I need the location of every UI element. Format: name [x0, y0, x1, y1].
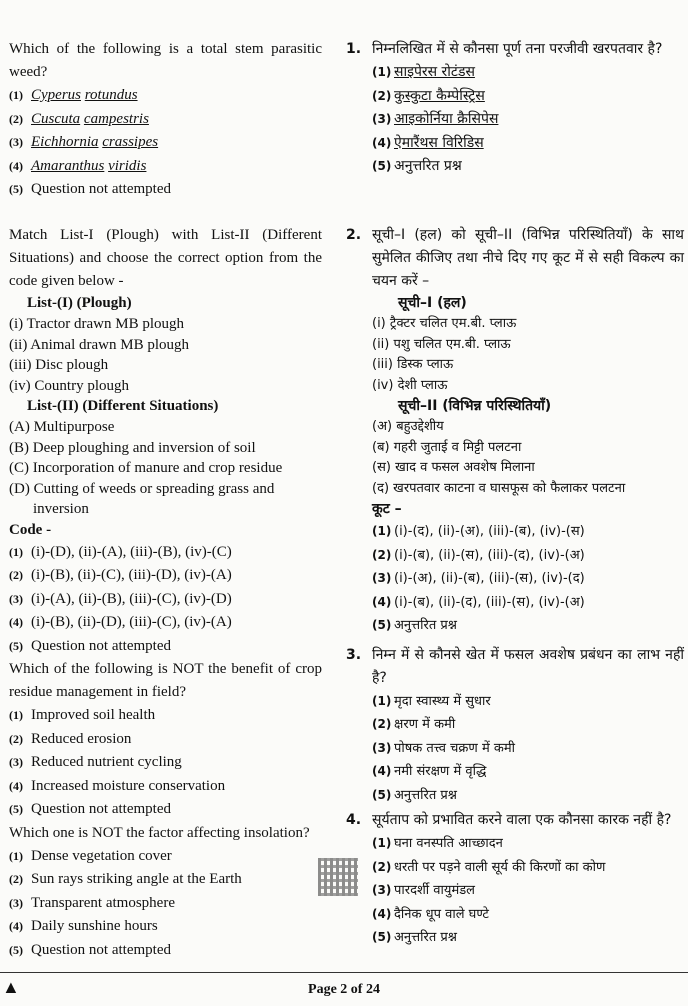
- question-4-hi: [346, 809, 684, 950]
- option-4[interactable]: (4) ऐमारैंथस विरिडिस: [372, 134, 484, 151]
- question-1-hi: [346, 38, 684, 214]
- option-4[interactable]: (4) (i)-(B), (ii)-(D), (iii)-(C), (iv)-(A): [9, 614, 232, 630]
- list2-item: (C) Incorporation of manure and crop residue: [9, 460, 283, 476]
- option-2[interactable]: (2) Reduced erosion: [9, 730, 132, 747]
- list2-item: (द) खरपतवार काटना व घासफूस को फैलाकर पलटना: [372, 480, 626, 496]
- option-4[interactable]: (4) Increased moisture conservation: [9, 777, 226, 794]
- question-stem: सूर्यताप को प्रभावित करने वाला एक कौनसा कारक नहीं है?: [372, 812, 672, 828]
- page-number: Page 2 of 24: [308, 982, 380, 997]
- option-2[interactable]: (2) क्षरण में कमी: [372, 717, 456, 732]
- question-number: 2.: [346, 227, 362, 243]
- list2-item: (A) Multipurpose: [9, 419, 115, 435]
- list2-item: (B) Deep ploughing and inversion of soil: [9, 439, 256, 456]
- list1-item: (iv) देशी प्लाऊ: [372, 377, 448, 393]
- option-4[interactable]: (4) (i)-(ब), (ii)-(द), (iii)-(स), (iv)-(अ): [372, 594, 585, 610]
- question-2-en: [9, 224, 322, 658]
- question-number: 1.: [346, 41, 362, 57]
- option-5[interactable]: (5) अनुत्तरित प्रश्न: [372, 787, 457, 803]
- footer-divider: [0, 972, 688, 973]
- option-4[interactable]: (4) Daily sunshine hours: [9, 918, 158, 934]
- option-1[interactable]: (1) साइपेरस रोटंडस: [372, 64, 475, 80]
- list2-item: (अ) बहुउद्देशीय: [372, 419, 444, 434]
- option-5[interactable]: (5) Question not attempted: [9, 181, 171, 197]
- option-5[interactable]: (5) Question not attempted: [9, 941, 171, 958]
- question-1-en: [9, 38, 322, 224]
- option-5[interactable]: (5) अनुत्तरित प्रश्न: [372, 618, 457, 633]
- option-4[interactable]: (4) नमी संरक्षण में वृद्धि: [372, 764, 487, 779]
- question-stem: Which of the following is NOT the benefit of crop residue management in field?: [9, 661, 322, 700]
- question-3-en: [9, 658, 322, 822]
- list1-item: (ii) पशु चलित एम.बी. प्लाऊ: [372, 336, 511, 352]
- option-2[interactable]: (2) (i)-(B), (ii)-(C), (iii)-(D), (iv)-(A): [9, 567, 232, 583]
- list2-heading: सूची–II (विभिन्न परिस्थितियाँ): [398, 398, 552, 414]
- code-heading: Code -: [9, 521, 52, 538]
- list1-item: (ii) Animal drawn MB plough: [9, 336, 189, 353]
- question-stem: निम्न में से कौनसे खेत में फसल अवशेष प्रबंधन का लाभ नहीं है?: [372, 646, 684, 686]
- option-1[interactable]: (1) घना वनस्पति आच्छादन: [372, 836, 503, 851]
- option-3[interactable]: (3) पोषक तत्त्व चक्रण में कमी: [372, 740, 515, 756]
- question-3-hi: [346, 644, 684, 808]
- option-1[interactable]: (1) (i)-(D), (ii)-(A), (iii)-(B), (iv)-(C): [9, 543, 232, 560]
- question-2-hi: [346, 224, 684, 638]
- hindi-column: [346, 38, 684, 950]
- list2-item: (ब) गहरी जुताई व मिट्टी पलटना: [372, 439, 522, 455]
- option-5[interactable]: (5) Question not attempted: [9, 801, 171, 817]
- logo-icon: ▲: [2, 977, 20, 997]
- question-number: 3.: [346, 646, 362, 663]
- list1-item: (iv) Country plough: [9, 377, 129, 394]
- option-5[interactable]: (5) Question not attempted: [9, 637, 171, 654]
- question-stem: Which of the following is a total stem parasitic weed?: [9, 41, 322, 80]
- option-3[interactable]: (3) आइकोर्निया क्रैसिपेस: [372, 111, 499, 127]
- option-1[interactable]: (1) Improved soil health: [9, 707, 156, 723]
- option-2[interactable]: (2) धरती पर पड़ने वाली सूर्य की किरणों का कोण: [372, 859, 606, 875]
- question-stem: सूची–I (हल) को सूची–II (विभिन्न परिस्थितियाँ) के साथ सुमेलित कीजिए तथा नीचे दिए गए कूट में से सही विकल्प का चयन करें –: [372, 227, 684, 289]
- list1-item: (iii) डिस्क प्लाऊ: [372, 357, 454, 372]
- option-1[interactable]: (1) मृदा स्वास्थ्य में सुधार: [372, 693, 491, 709]
- option-5[interactable]: (5) अनुत्तरित प्रश्न: [372, 930, 457, 945]
- option-1[interactable]: (1) Cyperus rotundus: [9, 87, 138, 103]
- question-4-en: [9, 822, 322, 963]
- option-3[interactable]: (3) Eichhornia crassipes: [9, 134, 159, 150]
- option-3[interactable]: (3) (i)-(अ), (ii)-(ब), (iii)-(स), (iv)-(द): [372, 571, 585, 586]
- option-5[interactable]: (5) अनुत्तरित प्रश्न: [372, 158, 462, 174]
- option-2[interactable]: (2) कुस्कुटा कैम्पेस्ट्रिस: [372, 87, 485, 104]
- option-2[interactable]: (2) Sun rays striking angle at the Earth: [9, 871, 242, 887]
- question-stem: Which one is NOT the factor affecting insolation?: [9, 824, 310, 841]
- list2-item: (D) Cutting of weeds or spreading grass and inversion: [9, 480, 275, 517]
- option-2[interactable]: (2) (i)-(ब), (ii)-(स), (iii)-(द), (iv)-(अ): [372, 547, 585, 563]
- option-3[interactable]: (3) पारदर्शी वायुमंडल: [372, 883, 475, 898]
- english-column: [9, 38, 322, 962]
- question-stem: निम्नलिखित में से कौनसा पूर्ण तना परजीवी खरपतवार है?: [372, 41, 663, 57]
- list1-heading: सूची–I (हल): [398, 295, 467, 311]
- list2-item: (स) खाद व फसल अवशेष मिलाना: [372, 460, 535, 475]
- question-number: 4.: [346, 812, 362, 828]
- list1-item: (i) ट्रैक्टर चलित एम.बी. प्लाऊ: [372, 316, 517, 331]
- list1-heading: List-(I) (Plough): [27, 295, 132, 311]
- question-stem: Match List-I (Plough) with List-II (Different Situations) and choose the correct option from the code given below -: [9, 227, 322, 289]
- list2-heading: List-(II) (Different Situations): [27, 398, 219, 414]
- list1-item: (iii) Disc plough: [9, 357, 109, 373]
- option-3[interactable]: (3) Reduced nutrient cycling: [9, 754, 182, 770]
- option-4[interactable]: (4) दैनिक धूप वाले घण्टे: [372, 906, 489, 922]
- option-3[interactable]: (3) Transparent atmosphere: [9, 894, 175, 911]
- option-2[interactable]: (2) Cuscuta campestris: [9, 110, 149, 127]
- option-1[interactable]: (1) Dense vegetation cover: [9, 847, 172, 864]
- option-4[interactable]: (4) Amaranthus viridis: [9, 157, 147, 174]
- list1-item: (i) Tractor drawn MB plough: [9, 316, 184, 332]
- option-3[interactable]: (3) (i)-(A), (ii)-(B), (iii)-(C), (iv)-(D): [9, 590, 232, 607]
- option-1[interactable]: (1) (i)-(द), (ii)-(अ), (iii)-(ब), (iv)-(स): [372, 524, 585, 539]
- code-heading: कूट –: [372, 501, 402, 517]
- qr-code-icon: [318, 858, 358, 896]
